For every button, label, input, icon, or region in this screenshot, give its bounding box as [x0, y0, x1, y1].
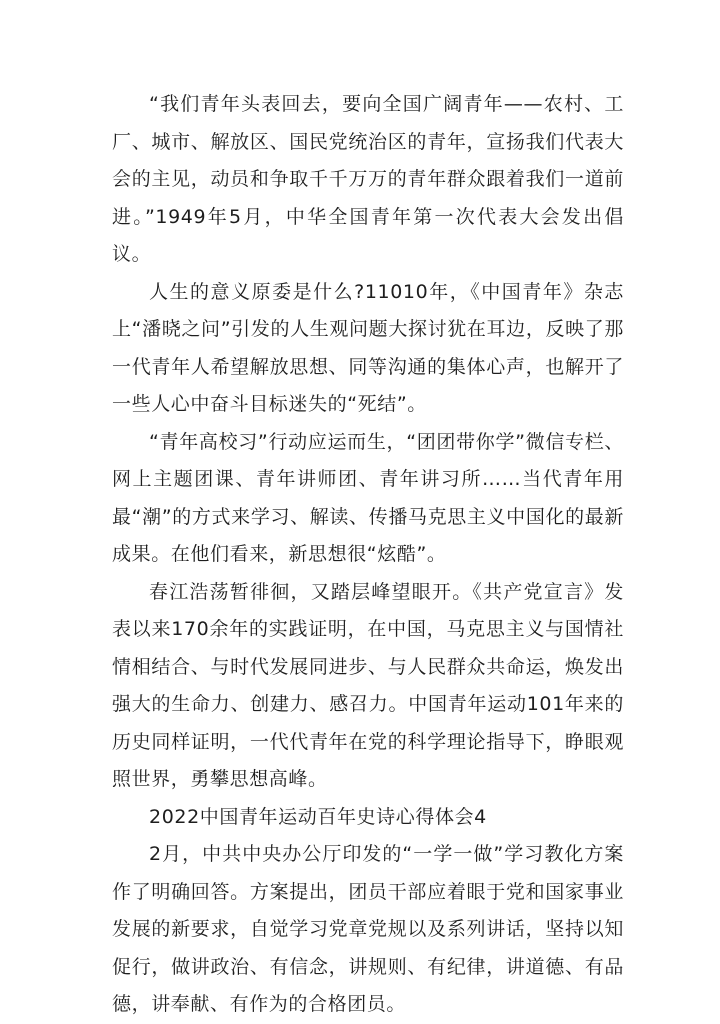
section-heading: 2022中国青年运动百年史诗心得体会4 [149, 805, 487, 828]
paragraph-5: 2月，中共中央办公厅印发的“一学一做”学习教化方案作了明确回答。方案提出，团员干部应着眼于党和国家事业发展的新要求，自觉学习党章党规以及系列讲话，坚持以知促行，做讲政治、有信念，讲规则、有纪律，讲道德、有品德，讲奉献、有作为的合格团员。 [112, 843, 624, 1015]
paragraph-2: 人生的意义原委是什么?11010年，《中国青年》杂志上“潘晓之问”引发的人生观问题大探讨犹在耳边，反映了那一代青年人希望解放思想、同等沟通的集体心声，也解开了一些人心中奋斗目标迷失的“死结”。 [112, 280, 624, 415]
paragraph-1: “我们青年头表回去，要向全国广阔青年——农村、工厂、城市、解放区、国民党统治区的青年，宣扬我们代表大会的主见，动员和争取千千万万的青年群众跟着我们一道前进。”1949年5月，中华全国青年第一次代表大会发出倡议。 [112, 93, 624, 265]
paragraph-3: “青年高校习”行动应运而生，“团团带你学”微信专栏、网上主题团课、青年讲师团、青年讲习所……当代青年用最“潮”的方式来学习、解读、传播马克思主义中国化的最新成果。在他们看来，新思想很“炫酷”。 [112, 430, 624, 565]
paragraph-4: 春江浩荡暂徘徊，又踏层峰望眼开。《共产党宣言》发表以来170余年的实践证明，在中国，马克思主义与国情社情相结合、与时代发展同进步、与人民群众共命运，焕发出强大的生命力、创建力、感召力。中国青年运动101年来的历史同样证明，一代代青年在党的科学理论指导下，睁眼观照世界，勇攀思想高峰。 [112, 580, 624, 790]
